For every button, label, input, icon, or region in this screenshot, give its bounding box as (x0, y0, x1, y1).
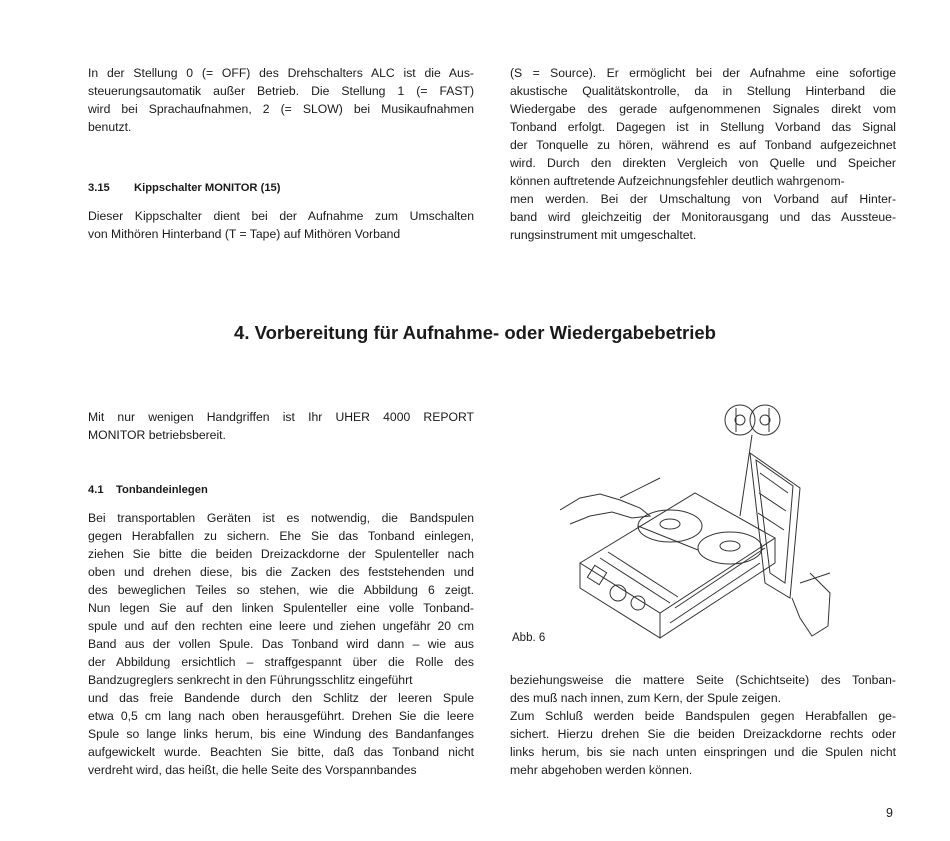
tape-loading-paragraph (88, 509, 474, 779)
text-line: Band aus der vollen Spule. Das Tonband wird dann – wie aus (88, 637, 474, 651)
text-line: (S = Source). Er ermöglicht bei der Aufnahme eine sofortige (510, 66, 896, 80)
text-line: wird. Durch den direkten Vergleich von Quelle und Speicher (510, 156, 896, 170)
text-line: mehr abgehoben werden können. (510, 763, 693, 777)
text-line: der Abbildung ersichtlich – straffgespannt über die Rolle des (88, 655, 474, 669)
text-line: akustische Qualitätskontrolle, da in Stellung Hinterband die (510, 84, 896, 98)
text-line: der Tonquelle zu hören, während es auf Tonband aufgezeichnet (510, 138, 896, 152)
text-line: Dieser Kippschalter dient bei der Aufnahme zum Umschalten (88, 209, 474, 223)
text-line: von Mithören Hinterband (T = Tape) auf Mithören Vorband (88, 227, 401, 241)
paragraph-lines (510, 64, 896, 244)
tape-reels-icon (638, 510, 762, 564)
text-line: Tonband erfolgt. Dagegen ist in Stellung Vorband das Signal (510, 120, 896, 134)
text-line: In der Stellung 0 (= OFF) des Drehschalters ALC ist die Aus- (88, 66, 474, 80)
section-heading-4-1 (88, 484, 208, 496)
text-line: rungsinstrument mit umgeschaltet. (510, 228, 697, 242)
monitor-paragraph (88, 207, 474, 243)
reel-detail-icon (725, 405, 780, 516)
text-line: Bei transportablen Geräten ist es notwendig, die Bandspulen (88, 511, 474, 525)
paragraph-lines (88, 207, 474, 243)
text-line: beziehungsweise die mattere Seite (Schichtseite) des Tonban- (510, 673, 896, 687)
paragraph-lines (88, 509, 474, 779)
text-line: oben und drehen diese, bis die Zacken des feststehenden und (88, 565, 474, 579)
text-line: Nun legen Sie auf den linken Spulenteller eine volle Tonband- (88, 601, 474, 615)
hands-icon (560, 478, 830, 636)
text-line: des muß nach innen, zum Kern, der Spule zeigen. (510, 691, 781, 705)
figure-caption: Abb. 6 (512, 632, 546, 644)
paragraph-lines (88, 408, 474, 444)
section-title: Tonbandeinlegen (116, 484, 208, 496)
recorder-body (580, 493, 775, 638)
monitor-continued-paragraph (510, 64, 896, 244)
text-line: band wird gleichzeitig der Monitorausgang und das Aussteue- (510, 210, 896, 224)
text-line: men werden. Bei der Umschaltung von Vorband auf Hinter- (510, 192, 896, 206)
text-line: wird bei Sprachaufnahmen, 2 (= SLOW) bei Musikaufnahmen (88, 102, 474, 116)
tape-securing-paragraph (510, 671, 896, 779)
section-title: Kippschalter MONITOR (15) (134, 182, 281, 194)
section-heading-3-15 (88, 182, 281, 194)
intro-paragraph (88, 408, 474, 444)
text-line: und das freie Bandende durch den Schlitz der leeren Spule (88, 691, 474, 705)
recorder-lid (750, 453, 800, 598)
text-line: können auftretende Aufzeichnungsfehler deutlich wahrgenom- (510, 174, 845, 188)
section-number: 4.1 (88, 484, 104, 496)
text-line: aufgewickelt wurde. Beachten Sie bitte, daß das Tonband nicht (88, 745, 474, 759)
text-line: verdreht wird, das heißt, die helle Seite des Vorspannbandes (88, 763, 417, 777)
text-line: benutzt. (88, 120, 132, 134)
text-line: etwa 0,5 cm lang nach oben herausgeführt. Drehen Sie die leere (88, 709, 474, 723)
text-line: spule und auf den rechten eine leere und ziehen ungefähr 20 cm (88, 619, 474, 633)
text-line: sichert. Hierzu drehen Sie die beiden Dreizackdorne rechts oder (510, 727, 896, 741)
text-line: MONITOR betriebsbereit. (88, 428, 226, 442)
tape-recorder-illustration (560, 398, 850, 640)
text-line: Spule so lange links herum, bis eine Windung des Bandanfanges (88, 727, 474, 741)
text-line: links herum, bis sie nach unten einspringen und die Spulen nicht (510, 745, 896, 759)
alc-paragraph (88, 64, 474, 136)
section-number: 3.15 (88, 182, 110, 194)
text-line: des beweglichen Teiles so stehen, wie die Abbildung 6 zeigt. (88, 583, 474, 597)
page-number: 9 (886, 806, 893, 820)
text-line: steuerungsautomatik außer Betrieb. Die Stellung 1 (= FAST) (88, 84, 474, 98)
text-line: Mit nur wenigen Handgriffen ist Ihr UHER 4000 REPORT (88, 410, 474, 424)
text-line: Zum Schluß werden beide Bandspulen gegen Herabfallen ge- (510, 709, 896, 723)
text-line: gegen Herabfallen zu sichern. Ehe Sie das Tonband einlegen, (88, 529, 474, 543)
paragraph-lines (510, 671, 896, 779)
text-line: Wiedergabe des gerade aufgenommenen Signales direkt vom (510, 102, 896, 116)
chapter-title: 4. Vorbereitung für Aufnahme- oder Wiedergabebetrieb (234, 322, 716, 343)
text-line: ziehen Sie bitte die beiden Dreizackdorne der Spulenteller nach (88, 547, 474, 561)
paragraph-lines (88, 64, 474, 136)
text-line: Bandzugreglers senkrecht in den Führungsschlitz eingeführt (88, 673, 413, 687)
